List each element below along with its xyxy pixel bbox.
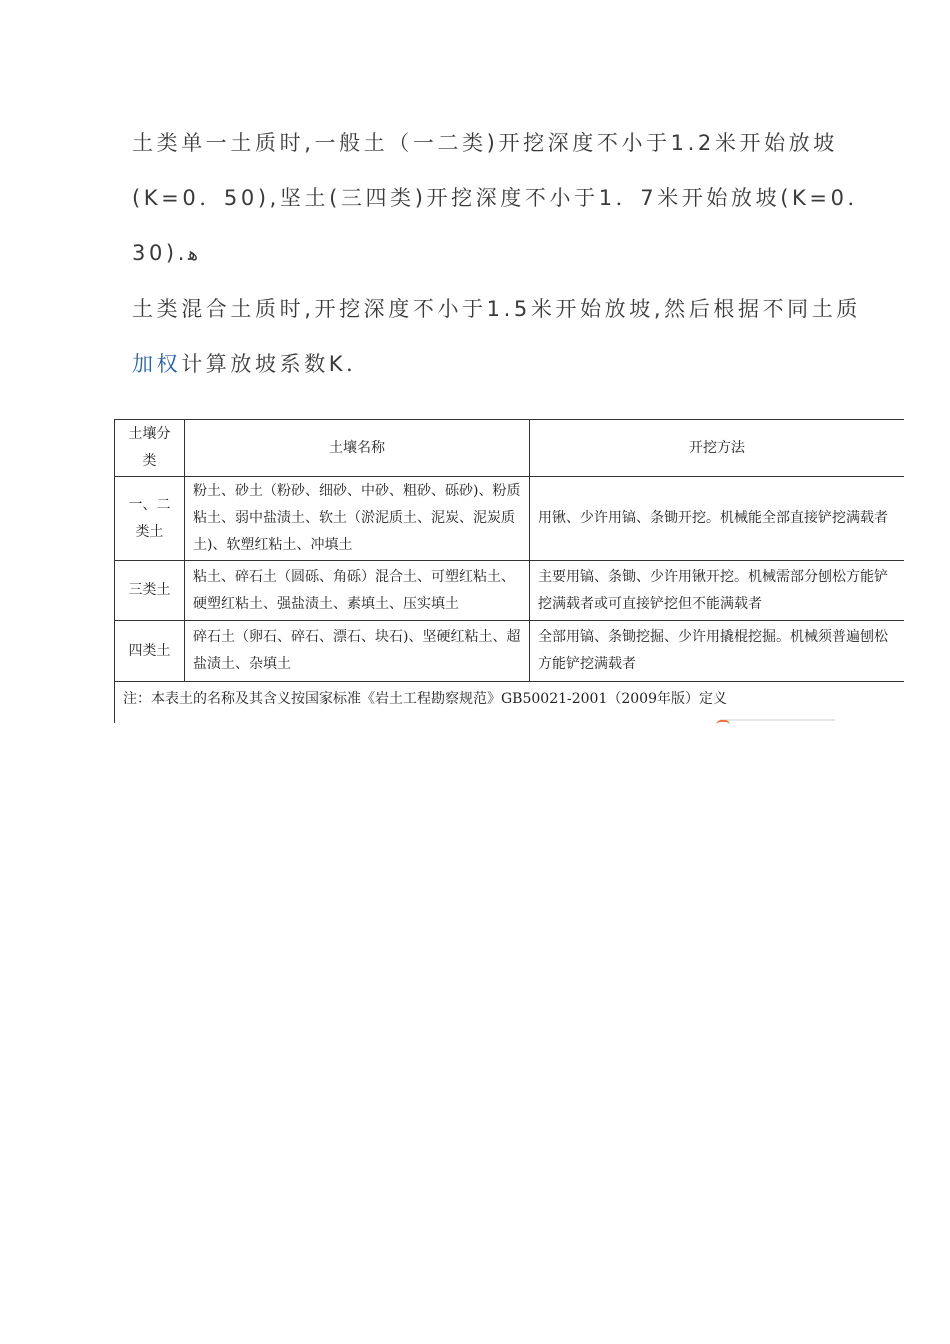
cell-soil-name: 碎石土（卵石、碎石、漂石、块石)、坚硬红粘土、超盐渍土、杂填土 bbox=[185, 621, 530, 682]
cell-soil-class: 四类土 bbox=[115, 621, 185, 682]
cell-excavation-method: 主要用镐、条锄、少许用锹开挖。机械需部分刨松方能铲挖满载者或可直接铲挖但不能满载者 bbox=[530, 561, 905, 621]
weighted-link[interactable]: 加权 bbox=[132, 352, 182, 376]
paragraph-slope-mixed-soil bbox=[132, 282, 880, 392]
cell-soil-name: 粘土、碎石土（圆砾、角砾）混合土、可塑红粘土、硬塑红粘土、强盐渍土、素填土、压实填土 bbox=[185, 561, 530, 621]
table-row bbox=[115, 477, 905, 561]
table-row bbox=[115, 561, 905, 621]
cell-excavation-method: 全部用镐、条锄挖掘、少许用撬棍挖掘。机械须普遍刨松方能铲挖满载者 bbox=[530, 621, 905, 682]
paragraph-text: 计算放坡系数K． bbox=[181, 352, 371, 376]
header-excavation-method: 开挖方法 bbox=[530, 420, 905, 477]
orange-mark-decoration bbox=[716, 720, 730, 725]
cell-soil-name: 粉土、砂土（粉砂、细砂、中砂、粗砂、砾砂)、粉质粘土、弱中盐渍土、软土（淤泥质土、泥炭、泥炭质土)、软塑红粘土、冲填土 bbox=[185, 477, 530, 561]
paragraph-text: 土类单一土质时,一般土（一二类)开挖深度不小于1.2米开始放坡(K=0．50),坚土(三四类)开挖深度不小于1．7米开始放坡(K=0．30). bbox=[132, 131, 873, 265]
cell-excavation-method: 用锹、少许用镐、条锄开挖。机械能全部直接铲挖满载者 bbox=[530, 477, 905, 561]
soil-classification-table bbox=[114, 419, 904, 723]
paragraph-slope-single-soil bbox=[132, 116, 880, 282]
table-row bbox=[115, 621, 905, 682]
paragraph-mark: ﻫ bbox=[188, 243, 199, 265]
soil-classification-table-container bbox=[114, 419, 904, 723]
table-header-row bbox=[115, 420, 905, 477]
table-note: 注：本表土的名称及其含义按国家标准《岩土工程勘察规范》GB50021-2001（2009年版）定义 bbox=[115, 682, 905, 724]
page-cut-line bbox=[720, 719, 835, 721]
table-note-row bbox=[115, 682, 905, 724]
cell-soil-class: 三类土 bbox=[115, 561, 185, 621]
header-soil-class: 土壤分类 bbox=[115, 420, 185, 477]
paragraph-text: 土类混合土质时,开挖深度不小于1.5米开始放坡,然后根据不同土质 bbox=[132, 297, 861, 321]
cell-soil-class: 一、二类土 bbox=[115, 477, 185, 561]
header-soil-name: 土壤名称 bbox=[185, 420, 530, 477]
